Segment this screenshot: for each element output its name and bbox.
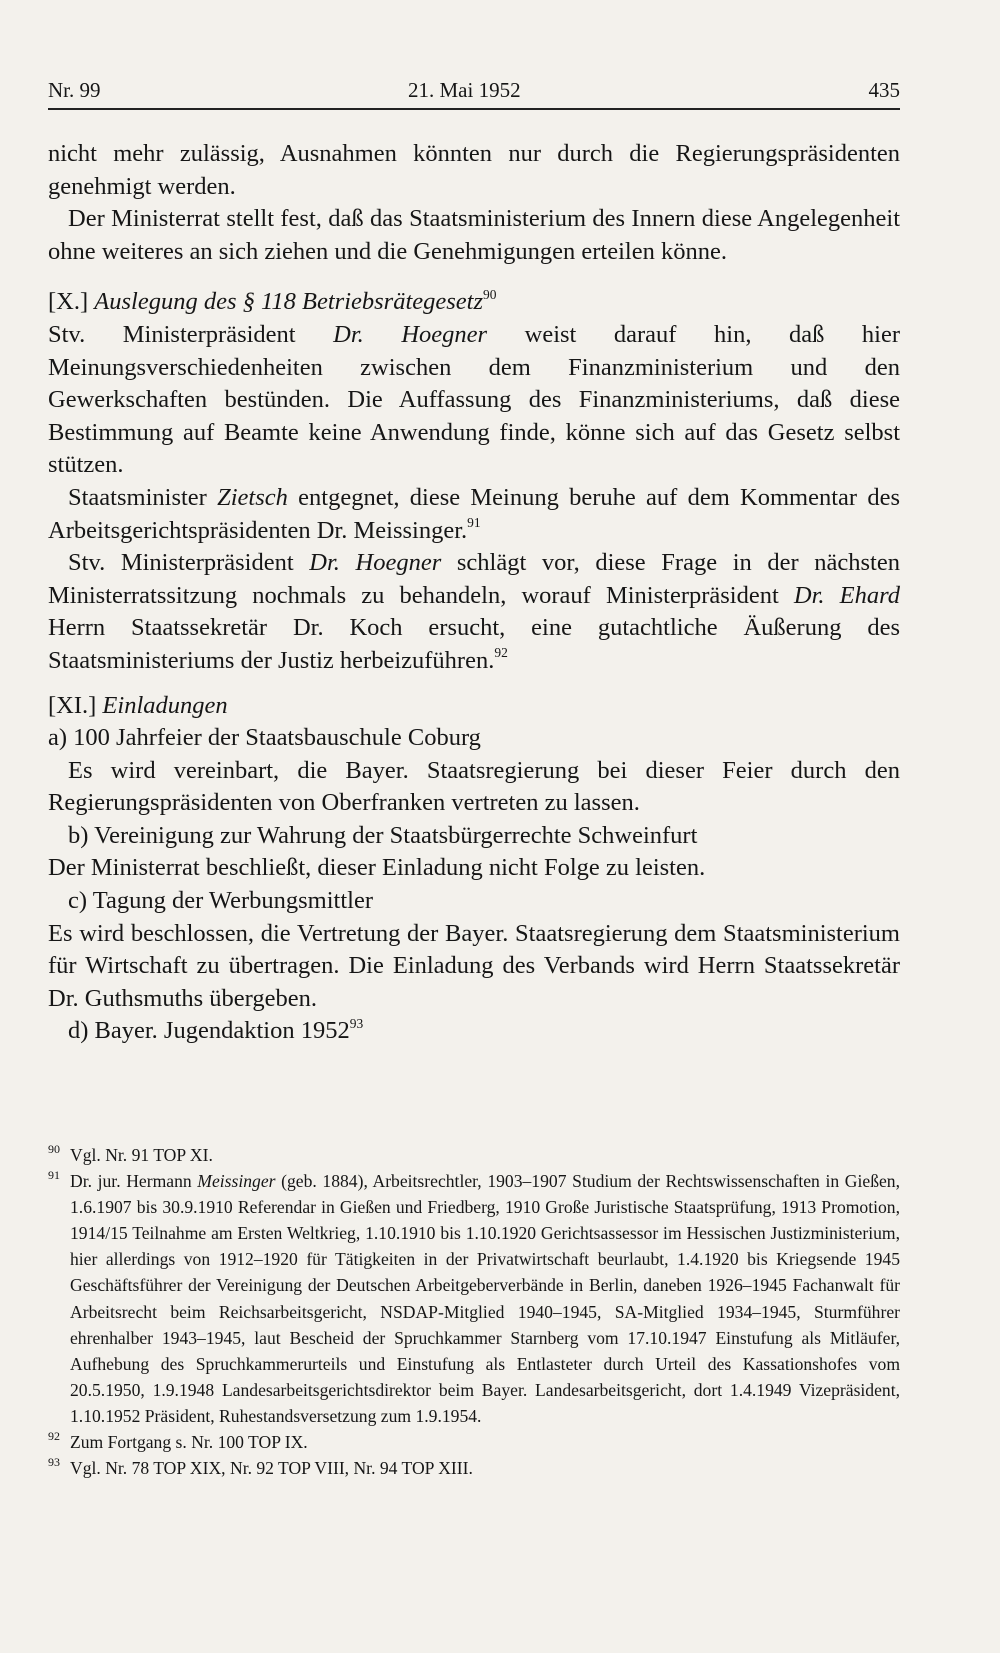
footnote: 90 Vgl. Nr. 91 TOP XI.: [48, 1142, 900, 1168]
subitem-title: d) Bayer. Jugendaktion 1952$^{93}$: [68, 1015, 364, 1045]
agenda-item-heading-x: [48, 286, 900, 319]
paragraph: Es wird beschlossen, die Vertretung der Bayer. Staatsregierung dem Staatsministerium für Wirtschaft zu übertragen. Die Einladung des Verbands wird Herrn Staatssekretär Dr. Guthsmuths übergeben.: [48, 919, 900, 1012]
person-name: Zietsch: [217, 483, 288, 511]
paragraph: Der Ministerrat beschließt, dieser Einladung nicht Folge zu leisten.: [48, 854, 706, 882]
footnote-ref[interactable]: 91: [467, 515, 481, 531]
subitem-title: b) Vereinigung zur Wahrung der Staatsbürgerrechte Schweinfurt: [68, 821, 698, 849]
footnote: 93 Vgl. Nr. 78 TOP XIX, Nr. 92 TOP VIII, Nr. 94 TOP XIII.: [48, 1455, 900, 1481]
person-name: Dr. Ehard: [793, 581, 900, 609]
header-date: 21. Mai 1952: [408, 78, 521, 102]
person-name: Dr. Hoegner: [309, 549, 442, 577]
running-header: [48, 78, 900, 110]
page-number: 435: [868, 78, 900, 102]
footnote-number: 93: [48, 1455, 60, 1470]
paragraph: Es wird vereinbart, die Bayer. Staatsregierung bei dieser Feier durch den Regierungspräsidenten von Oberfranken vertreten zu lassen.: [48, 756, 900, 817]
footnote: 92 Zum Fortgang s. Nr. 100 TOP IX.: [48, 1429, 900, 1455]
paragraph: Der Ministerrat stellt fest, daß das Staatsministerium des Innern diese Angelegenheit ohne weiteres an sich ziehen und die Genehmigungen erteilen könne.: [48, 205, 900, 265]
footnote-number: 91: [48, 1168, 60, 1183]
footnotes: [48, 1142, 900, 1481]
footnote-number: 90: [48, 1142, 60, 1156]
agenda-item-title: Einladungen: [102, 691, 228, 719]
document-number: Nr. 99: [48, 78, 101, 102]
person-name: Meissinger: [197, 1171, 276, 1192]
agenda-item-heading-xi: [48, 690, 900, 723]
footnote: 91 Dr. jur. Hermann Meissinger (geb. 1884), Arbeitsrechtler, 1903–1907 Studium der Rechtswissenschaften in Gießen, 1.6.1907 bis 30.9.1910 Referendar in Gießen und Friedberg, 1910 Große Juristische Staatsprüfung, 1913 Promotion, 1914/15 Teilnahme am Ersten Weltkrieg, 1.10.1910 bis 1.10.1920 Gerichtsassessor im Hessischen Justizministerium, hier allerdings von 1912–1920 für Tätigkeiten in der Privatwirtschaft beurlaubt, 1.4.1920 bis Kriegsende 1945 Geschäftsführer der Vereinigung der Deutschen Arbeitgeberverbände in Berlin, daneben 1926–1945 Fachanwalt für Arbeitsrecht beim Reichsarbeitsgericht, NSDAP-Mitglied 1940–1945, SA-Mitglied 1934–1945, Sturmführer ehrenhalber 1943–1945, laut Bescheid der Spruchkammer Starnberg vom 17.10.1947 Einstufung als Mitläufer, Aufhebung des Spruchkammerurteils und Einstufung als Entlasteter durch Urteil des Kassationshofes vom 20.5.1950, 1.9.1948 Landesarbeitsgerichtsdirektor beim Bayer. Landesarbeitsgericht, dort 1.4.1949 Vizepräsident, 1.10.1952 Präsident, Ruhestandsversetzung zum 1.9.1954.: [48, 1168, 900, 1429]
footnote-ref[interactable]: 93: [349, 1015, 364, 1031]
subitem-title: c) Tagung der Werbungsmittler: [68, 887, 373, 915]
footnote-ref[interactable]: 90: [483, 286, 497, 302]
agenda-item-number: [XI.]: [48, 691, 97, 719]
person-name: Dr. Hoegner: [333, 320, 488, 348]
agenda-item-number: [X.]: [48, 288, 89, 316]
footnote-number: 92: [48, 1429, 60, 1444]
footnote-ref[interactable]: 92: [494, 645, 508, 661]
paragraph: Staatsminister Zietsch entgegnet, diese Meinung beruhe auf dem Kommentar des Arbeitsgerichtspräsidenten Dr. Meissinger.$^{91}$: [48, 483, 900, 544]
paragraph: nicht mehr zulässig, Ausnahmen könnten nur durch die Regierungspräsidenten genehmigt werden.: [48, 140, 900, 200]
paragraph: Stv. Ministerpräsident Dr. Hoegner weist darauf hin, daß hier Meinungsverschiedenheiten zwischen dem Finanzministerium und den Gewerkschaften bestünden. Die Auffassung des Finanzministeriums, daß diese Bestimmung auf Beamte keine Anwendung finde, könne sich auf das Gesetz selbst stützen.: [48, 320, 900, 479]
agenda-item-title: Auslegung des § 118 Betriebsrätegesetz: [94, 288, 484, 316]
paragraph: Stv. Ministerpräsident Dr. Hoegner schlägt vor, diese Frage in der nächsten Ministerratssitzung nochmals zu behandeln, worauf Ministerpräsident Dr. Ehard Herrn Staatssekretär Dr. Koch ersucht, eine gutachtliche Äußerung des Staatsministeriums der Justiz herbeizuführen.$^{92}$: [48, 549, 900, 674]
main-text: [48, 138, 900, 1048]
subitem-title: a) 100 Jahrfeier der Staatsbauschule Coburg: [48, 724, 481, 752]
